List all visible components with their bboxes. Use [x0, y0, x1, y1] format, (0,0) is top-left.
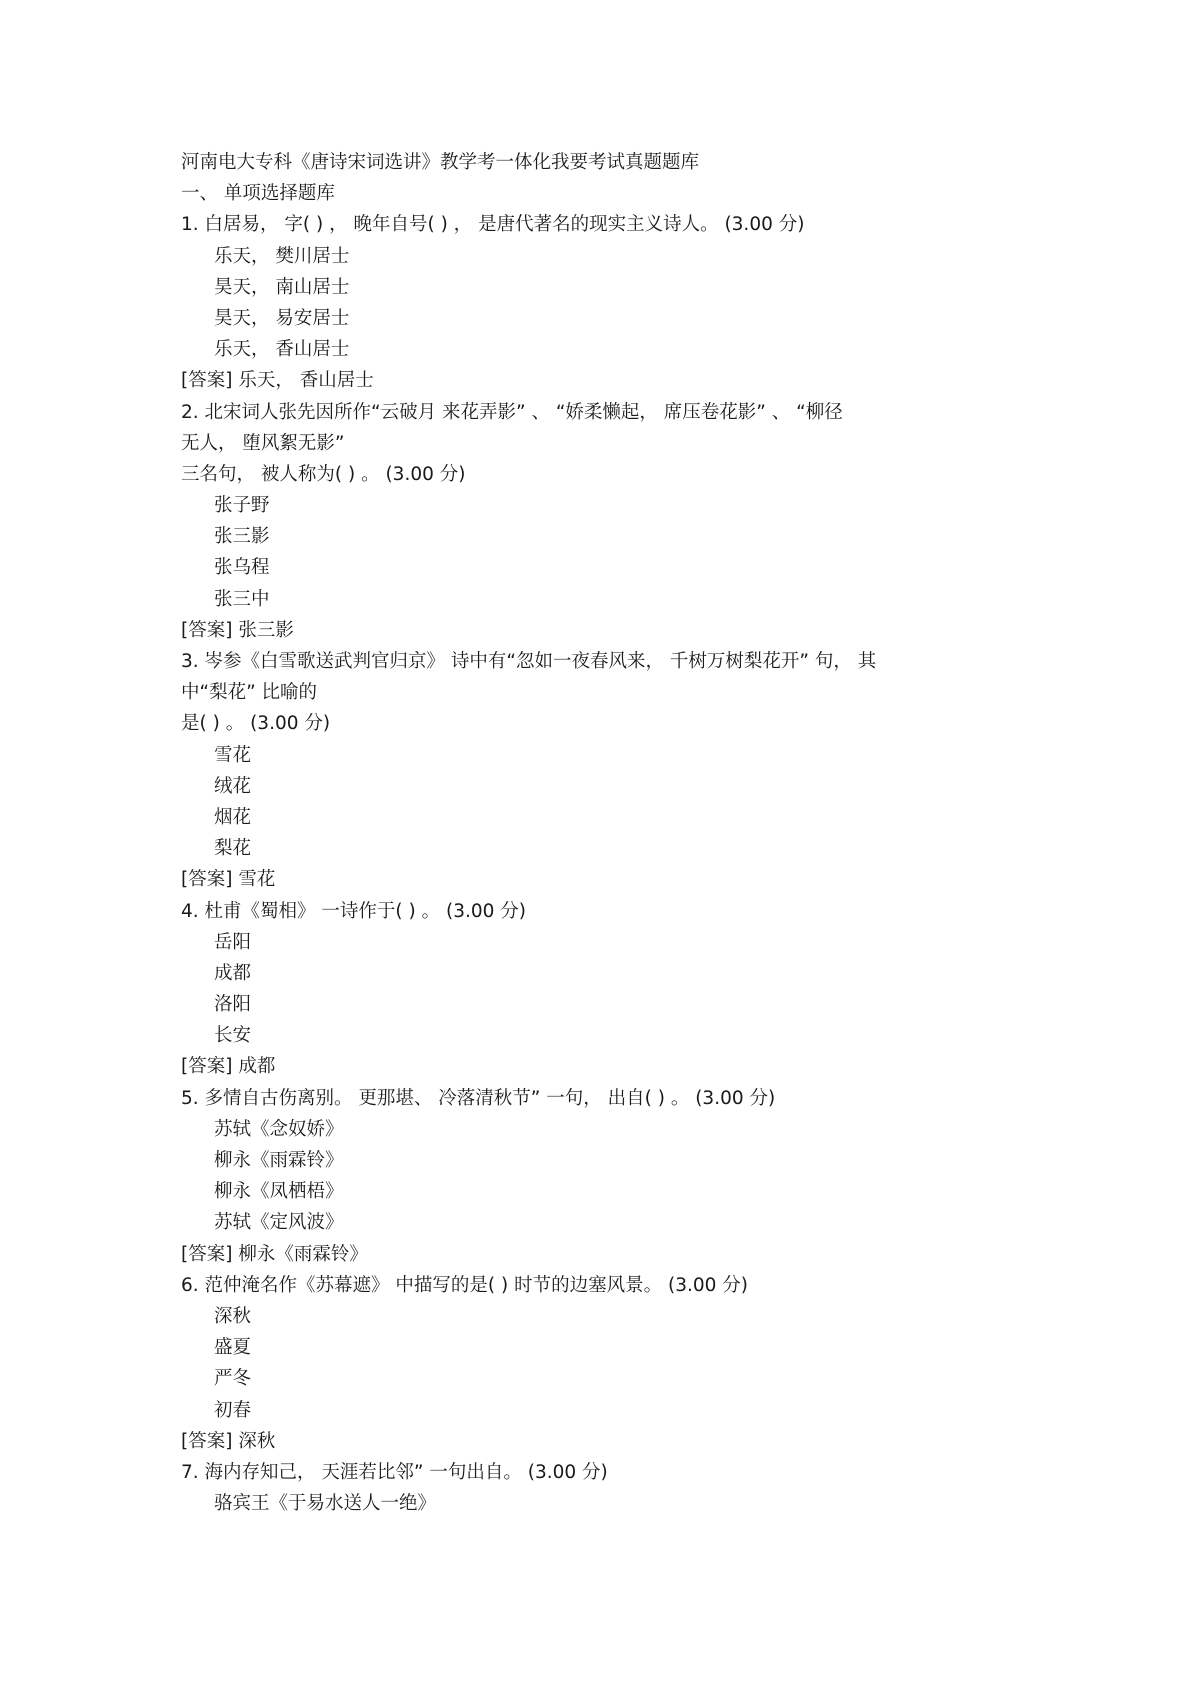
option-item: 昊天， 易安居士 — [214, 307, 350, 329]
option-item: 昊天， 南山居士 — [214, 276, 350, 298]
question-text: 无人， 堕风絮无影” — [181, 432, 345, 454]
option-item: 长安 — [214, 1025, 252, 1047]
option-item: 柳永《雨霖铃》 — [214, 1150, 344, 1171]
question-5 — [181, 1083, 1021, 1270]
question-1 — [181, 209, 1021, 396]
question-text: 6. 范仲淹名作《苏幕遮》 中描写的是( ) 时节的边塞风景。 (3.00 分) — [181, 1274, 748, 1296]
option-item: 绒花 — [214, 775, 252, 797]
question-text: 1. 白居易， 字( ) ， 晚年自号( ) ， 是唐代著名的现实主义诗人。 (3.00 分) — [181, 214, 805, 236]
question-text: 是( ) 。 (3.00 分) — [181, 713, 331, 735]
question-2 — [181, 397, 1021, 647]
option-item: 张子野 — [214, 495, 270, 517]
option-item: 初春 — [214, 1399, 252, 1421]
question-4 — [181, 896, 1021, 1083]
option-item: 雪花 — [214, 744, 252, 766]
answer-line: [答案] 乐天， 香山居士 — [181, 370, 374, 392]
option-item: 深秋 — [214, 1305, 252, 1327]
question-text: 3. 岑参《白雪歌送武判官归京》 诗中有“忽如一夜春风来， 千树万树梨花开” 句， 其 — [181, 651, 877, 672]
answer-line: [答案] 柳永《雨霖铃》 — [181, 1243, 368, 1265]
option-item: 柳永《凤栖梧》 — [214, 1181, 344, 1203]
option-item: 烟花 — [214, 806, 252, 828]
option-item: 骆宾王《于易水送人一绝》 — [214, 1493, 437, 1515]
document-title: 河南电大专科《唐诗宋词选讲》教学考一体化我要考试真题题库 — [181, 152, 700, 173]
option-item: 岳阳 — [214, 931, 252, 953]
option-item: 严冬 — [214, 1368, 252, 1390]
question-text: 中“梨花” 比喻的 — [181, 682, 318, 704]
question-text: 5. 多情自古伤离别。 更那堪、 冷落清秋节” 一句， 出自( ) 。 (3.00 分) — [181, 1087, 776, 1109]
question-text: 7. 海内存知己， 天涯若比邻” 一句出自。 (3.00 分) — [181, 1461, 608, 1483]
question-text: 2. 北宋词人张先因所作“云破月 来花弄影” 、 “娇柔懒起， 席压卷花影” 、 “柳径 — [181, 401, 843, 423]
option-item: 苏轼《定风波》 — [214, 1212, 344, 1234]
option-item: 张乌程 — [214, 557, 270, 579]
option-item: 张三中 — [214, 588, 270, 610]
option-item: 乐天， 香山居士 — [214, 339, 350, 361]
question-text: 三名句， 被人称为( ) 。 (3.00 分) — [181, 463, 466, 485]
option-item: 苏轼《念奴娇》 — [214, 1118, 344, 1140]
answer-line: [答案] 张三影 — [181, 619, 294, 641]
document-content — [181, 147, 1021, 1519]
question-7 — [181, 1457, 1021, 1519]
option-item: 成都 — [214, 962, 252, 984]
question-3 — [181, 646, 1021, 896]
option-item: 张三影 — [214, 526, 270, 548]
question-text: 4. 杜甫《蜀相》 一诗作于( ) 。 (3.00 分) — [181, 900, 526, 922]
option-item: 洛阳 — [214, 994, 252, 1016]
question-6 — [181, 1270, 1021, 1457]
answer-line: [答案] 深秋 — [181, 1430, 276, 1452]
answer-line: [答案] 雪花 — [181, 869, 276, 891]
section-heading: 一、 单项选择题库 — [181, 183, 335, 205]
option-item: 梨花 — [214, 838, 252, 860]
option-item: 乐天， 樊川居士 — [214, 245, 350, 267]
answer-line: [答案] 成都 — [181, 1056, 276, 1078]
option-item: 盛夏 — [214, 1337, 252, 1359]
